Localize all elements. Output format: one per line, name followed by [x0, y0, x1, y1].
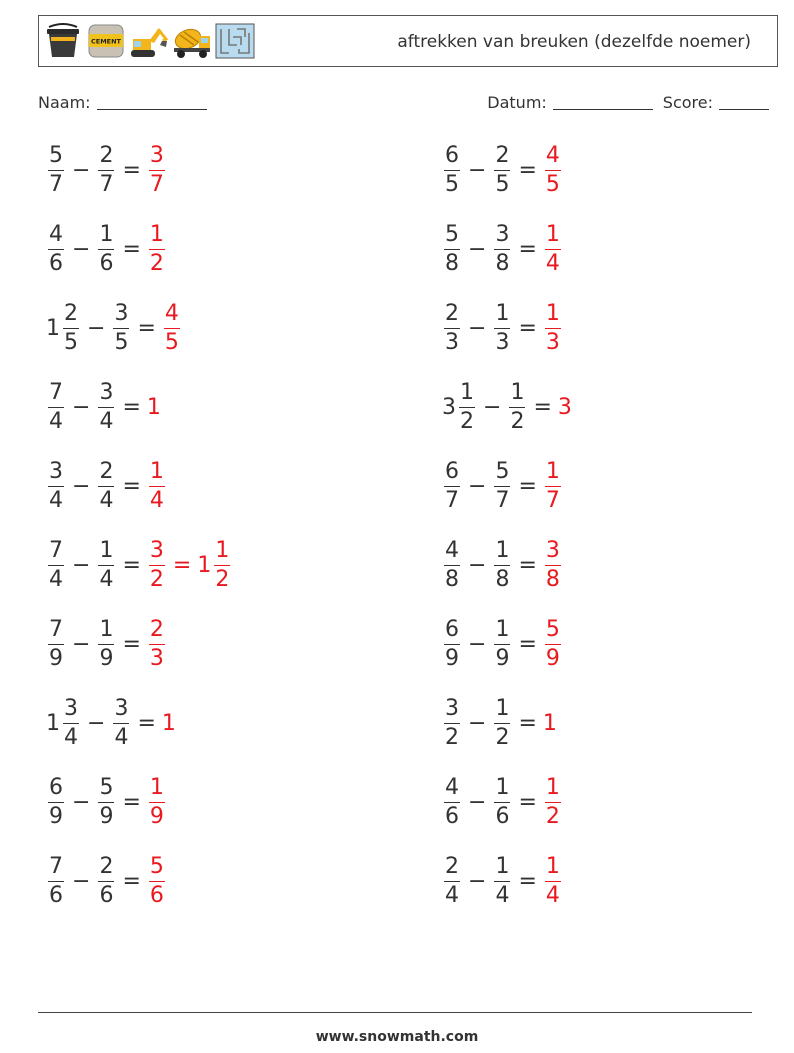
problem — [442, 536, 563, 596]
answer-denominator: 6 — [149, 883, 164, 909]
maze-icon — [215, 23, 255, 59]
equals-sign: = — [518, 711, 537, 737]
minuend-fraction — [48, 777, 64, 828]
excavator-icon — [129, 23, 169, 59]
equals-sign: = — [518, 869, 537, 895]
answer — [543, 221, 563, 276]
answer-numerator: 1 — [149, 777, 165, 803]
subtrahend-fraction — [98, 619, 114, 670]
problem — [46, 219, 167, 279]
minuend-fraction — [48, 458, 64, 513]
problem — [442, 140, 563, 200]
subtrahend-fraction — [494, 856, 510, 907]
answer — [543, 777, 563, 828]
subtrahend-denominator: 7 — [495, 487, 510, 513]
subtrahend-numerator: 5 — [494, 461, 510, 487]
answer-whole: 1 — [197, 553, 212, 578]
minus-sign: − — [72, 394, 91, 420]
subtrahend-denominator: 5 — [495, 171, 510, 197]
minus-sign: − — [483, 394, 502, 420]
answer-numerator: 5 — [149, 856, 165, 882]
equals-sign: = — [518, 157, 537, 183]
subtrahend-denominator: 4 — [495, 883, 510, 909]
equals-sign: = — [533, 394, 552, 420]
minuend-denominator: 2 — [460, 408, 474, 434]
minuend-denominator: 6 — [49, 250, 63, 276]
minuend-numerator: 3 — [63, 698, 79, 724]
minuend-denominator: 7 — [49, 171, 63, 197]
problem — [46, 615, 167, 675]
minuend-denominator: 9 — [49, 804, 63, 830]
subtrahend-numerator: 1 — [494, 303, 510, 329]
answer — [543, 856, 563, 907]
subtrahend-denominator: 2 — [510, 408, 525, 434]
minuend-numerator: 3 — [444, 698, 460, 724]
answer-whole: 3 — [557, 394, 572, 420]
problem — [442, 773, 563, 833]
answer — [147, 777, 167, 828]
subtrahend-denominator: 9 — [99, 646, 114, 672]
answer-denominator: 2 — [545, 804, 560, 830]
answer-fraction — [545, 300, 561, 355]
minuend-numerator: 6 — [444, 461, 460, 487]
equals-sign: = — [122, 553, 141, 578]
minuend-denominator: 9 — [445, 646, 459, 672]
minuend-denominator: 3 — [445, 329, 459, 355]
subtrahend-numerator: 1 — [494, 619, 510, 645]
answer-fraction — [149, 540, 165, 591]
name-field — [38, 93, 207, 112]
answer-fraction — [214, 540, 230, 591]
problem — [442, 377, 573, 437]
name-label: Naam: — [38, 93, 91, 112]
answer-denominator: 2 — [149, 567, 164, 592]
minus-sign: − — [468, 473, 487, 499]
answer-fraction — [149, 856, 165, 907]
minuend-numerator: 4 — [48, 224, 64, 250]
answer — [147, 458, 167, 513]
problem — [442, 456, 563, 516]
subtrahend-denominator: 7 — [99, 171, 114, 197]
subtrahend-numerator: 1 — [98, 224, 114, 250]
subtrahend-fraction — [494, 300, 510, 355]
name-line[interactable] — [97, 95, 207, 110]
equals-sign: = — [122, 869, 141, 895]
minus-sign: − — [72, 869, 91, 895]
subtrahend-numerator: 5 — [98, 777, 114, 803]
score-label: Score: — [662, 93, 713, 112]
answer-fraction — [545, 619, 561, 670]
minuend-numerator: 1 — [459, 382, 475, 408]
concrete-mixer-truck-icon — [172, 23, 212, 59]
minuend-fraction — [444, 300, 460, 355]
minus-sign: − — [468, 553, 487, 578]
answer-numerator: 4 — [164, 303, 180, 329]
subtrahend-fraction — [494, 698, 510, 749]
minuend-fraction — [48, 619, 64, 670]
answer — [543, 711, 558, 736]
subtrahend-denominator: 4 — [99, 487, 114, 513]
score-line[interactable] — [719, 95, 769, 110]
header-icons — [43, 23, 255, 59]
subtrahend-numerator: 1 — [494, 540, 510, 566]
minuend-numerator: 6 — [444, 619, 460, 645]
minuend-denominator: 4 — [49, 408, 63, 434]
answer-fraction — [149, 458, 165, 513]
minuend-fraction — [48, 856, 64, 907]
answer-numerator: 1 — [545, 303, 561, 329]
answer — [162, 711, 177, 736]
cement-bag-icon — [86, 23, 126, 59]
answer — [162, 300, 182, 355]
problem — [442, 615, 563, 675]
subtrahend-denominator: 4 — [99, 567, 114, 592]
subtrahend-fraction — [113, 300, 129, 355]
answer-fraction — [164, 300, 180, 355]
answer-numerator: 1 — [214, 540, 230, 566]
equals-sign: = — [172, 553, 192, 578]
answer-denominator: 2 — [149, 250, 164, 276]
subtrahend-denominator: 9 — [495, 646, 510, 672]
answer — [147, 540, 232, 591]
minuend-fraction — [444, 856, 460, 907]
equals-sign: = — [122, 790, 141, 816]
equals-sign: = — [518, 553, 537, 578]
answer — [558, 395, 573, 420]
answer-whole: 1 — [146, 394, 161, 420]
subtrahend-fraction — [98, 540, 114, 591]
subtrahend-numerator: 2 — [98, 461, 114, 487]
answer — [147, 221, 167, 276]
problem — [46, 140, 167, 200]
subtrahend-denominator: 4 — [99, 408, 114, 434]
answer — [147, 142, 167, 197]
equals-sign: = — [122, 157, 141, 183]
answer-fraction — [149, 777, 165, 828]
subtrahend-fraction — [98, 856, 114, 907]
minus-sign: − — [72, 473, 91, 499]
answer-denominator: 7 — [149, 171, 164, 197]
answer-numerator: 1 — [545, 224, 561, 250]
subtrahend-numerator: 1 — [494, 698, 510, 724]
answer-denominator: 5 — [545, 171, 560, 197]
page-title: aftrekken van breuken (dezelfde noemer) — [397, 32, 751, 52]
minus-sign: − — [468, 632, 487, 658]
minuend-fraction — [48, 540, 64, 591]
answer-numerator: 5 — [545, 619, 561, 645]
minuend-fraction — [459, 379, 475, 434]
date-score-fields — [487, 93, 769, 112]
subtrahend-denominator: 4 — [114, 725, 129, 751]
minuend-denominator: 4 — [445, 883, 459, 909]
answer-numerator: 1 — [149, 224, 165, 250]
minus-sign: − — [87, 711, 106, 737]
minus-sign: − — [468, 236, 487, 262]
minuend-fraction — [48, 221, 64, 276]
answer — [147, 619, 167, 670]
subtrahend-numerator: 2 — [494, 145, 510, 171]
minus-sign: − — [468, 790, 487, 816]
minuend-fraction — [444, 221, 460, 276]
problem — [46, 536, 232, 596]
minuend-denominator: 9 — [49, 646, 63, 672]
answer-numerator: 4 — [545, 145, 561, 171]
answer-whole: 1 — [161, 711, 176, 737]
minuend-numerator: 4 — [444, 540, 460, 566]
answer-whole: 1 — [542, 711, 557, 737]
equals-sign: = — [518, 236, 537, 262]
bucket-icon — [43, 23, 83, 59]
answer — [147, 856, 167, 907]
minuend-fraction — [63, 300, 79, 355]
subtrahend-denominator: 2 — [495, 725, 510, 751]
minuend-whole: 3 — [442, 394, 456, 420]
subtrahend-numerator: 1 — [494, 777, 510, 803]
equals-sign: = — [122, 473, 141, 499]
answer-fraction — [545, 221, 561, 276]
worksheet-header — [38, 15, 778, 67]
subtrahend-fraction — [494, 540, 510, 591]
problem — [442, 852, 563, 912]
answer-numerator: 3 — [149, 145, 165, 171]
subtrahend-denominator: 8 — [495, 567, 510, 592]
minuend-denominator: 8 — [445, 567, 459, 592]
equals-sign: = — [518, 473, 537, 499]
minuend-fraction — [63, 698, 79, 749]
answer — [147, 395, 162, 420]
answer-denominator: 3 — [545, 329, 560, 355]
minuend-denominator: 6 — [49, 883, 63, 909]
subtrahend-numerator: 2 — [98, 856, 114, 882]
problem — [46, 852, 167, 912]
minuend-numerator: 7 — [48, 619, 64, 645]
minus-sign: − — [72, 236, 91, 262]
minuend-denominator: 5 — [445, 171, 459, 197]
minuend-numerator: 2 — [444, 303, 460, 329]
minuend-numerator: 7 — [48, 540, 64, 566]
subtrahend-denominator: 5 — [114, 329, 129, 355]
subtrahend-fraction — [494, 221, 510, 276]
minuend-numerator: 5 — [444, 224, 460, 250]
answer-denominator: 2 — [215, 567, 230, 592]
minus-sign: − — [468, 711, 487, 737]
subtrahend-fraction — [98, 777, 114, 828]
answer — [543, 619, 563, 670]
answer-denominator: 4 — [545, 883, 560, 909]
problem — [46, 773, 167, 833]
subtrahend-numerator: 1 — [98, 540, 114, 566]
minuend-fraction — [444, 458, 460, 513]
answer-fraction — [545, 458, 561, 513]
minuend-whole: 1 — [46, 711, 60, 737]
minuend-fraction — [444, 619, 460, 670]
minuend-fraction — [48, 379, 64, 434]
minus-sign: − — [468, 315, 487, 341]
minus-sign: − — [87, 315, 106, 341]
answer-numerator: 1 — [545, 777, 561, 803]
equals-sign: = — [518, 632, 537, 658]
minuend-numerator: 6 — [444, 145, 460, 171]
subtrahend-fraction — [494, 619, 510, 670]
minuend-numerator: 5 — [48, 145, 64, 171]
minuend-denominator: 2 — [445, 725, 459, 751]
problem — [442, 298, 563, 358]
subtrahend-fraction — [113, 698, 129, 749]
date-label: Datum: — [487, 93, 547, 112]
answer-fraction — [149, 619, 165, 670]
minus-sign: − — [468, 869, 487, 895]
subtrahend-denominator: 9 — [99, 804, 114, 830]
problem — [442, 219, 563, 279]
subtrahend-denominator: 6 — [495, 804, 510, 830]
subtrahend-fraction — [494, 142, 510, 197]
minuend-denominator: 6 — [445, 804, 459, 830]
subtrahend-numerator: 3 — [494, 224, 510, 250]
answer-numerator: 1 — [545, 856, 561, 882]
answer — [543, 142, 563, 197]
minus-sign: − — [72, 790, 91, 816]
equals-sign: = — [518, 315, 537, 341]
minuend-denominator: 4 — [49, 567, 63, 592]
answer-numerator: 1 — [545, 461, 561, 487]
subtrahend-fraction — [98, 142, 114, 197]
answer-fraction — [149, 142, 165, 197]
subtrahend-denominator: 8 — [495, 250, 510, 276]
subtrahend-fraction — [494, 777, 510, 828]
minuend-denominator: 4 — [49, 487, 63, 513]
minuend-denominator: 8 — [445, 250, 459, 276]
answer-denominator: 4 — [149, 487, 164, 513]
equals-sign: = — [122, 632, 141, 658]
problem — [442, 694, 558, 754]
minuend-numerator: 3 — [48, 461, 64, 487]
minus-sign: − — [72, 632, 91, 658]
answer-numerator: 1 — [149, 461, 165, 487]
date-line[interactable] — [553, 95, 653, 110]
answer-denominator: 4 — [545, 250, 560, 276]
subtrahend-denominator: 6 — [99, 250, 114, 276]
answer — [543, 300, 563, 355]
minuend-numerator: 2 — [63, 303, 79, 329]
problem — [46, 377, 162, 437]
footer-divider — [38, 1012, 752, 1013]
problem — [46, 456, 167, 516]
minuend-numerator: 4 — [444, 777, 460, 803]
answer-fraction — [545, 142, 561, 197]
answer-denominator: 9 — [545, 646, 560, 672]
subtrahend-numerator: 2 — [98, 145, 114, 171]
answer-fraction — [545, 856, 561, 907]
answer — [543, 540, 563, 591]
subtrahend-fraction — [494, 458, 510, 513]
answer-denominator: 7 — [545, 487, 560, 513]
minus-sign: − — [468, 157, 487, 183]
subtrahend-denominator: 3 — [495, 329, 510, 355]
subtrahend-fraction — [98, 221, 114, 276]
subtrahend-denominator: 6 — [99, 883, 114, 909]
answer-numerator: 3 — [545, 540, 561, 566]
minuend-whole: 1 — [46, 315, 60, 341]
cement-bag-label: CEMENT — [91, 37, 121, 46]
minuend-denominator: 7 — [445, 487, 459, 513]
subtrahend-numerator: 1 — [494, 856, 510, 882]
problem — [46, 298, 182, 358]
answer-fraction — [545, 777, 561, 828]
subtrahend-fraction — [98, 379, 114, 434]
answer-denominator: 9 — [149, 804, 164, 830]
subtrahend-numerator: 1 — [509, 382, 525, 408]
minuend-numerator: 7 — [48, 382, 64, 408]
minuend-fraction — [444, 698, 460, 749]
subtrahend-numerator: 3 — [98, 382, 114, 408]
subtrahend-fraction — [98, 458, 114, 513]
minuend-denominator: 4 — [64, 725, 78, 751]
minuend-denominator: 5 — [64, 329, 78, 355]
minuend-fraction — [444, 540, 460, 591]
problem — [46, 694, 177, 754]
subtrahend-numerator: 3 — [113, 698, 129, 724]
footer-url: www.snowmath.com — [315, 1029, 479, 1045]
answer-denominator: 3 — [149, 646, 164, 672]
subtrahend-numerator: 1 — [98, 619, 114, 645]
equals-sign: = — [122, 236, 141, 262]
minuend-fraction — [48, 142, 64, 197]
answer-numerator: 2 — [149, 619, 165, 645]
minuend-numerator: 7 — [48, 856, 64, 882]
subtrahend-fraction — [509, 379, 525, 434]
equals-sign: = — [518, 790, 537, 816]
subtrahend-numerator: 3 — [113, 303, 129, 329]
answer-numerator: 3 — [149, 540, 165, 566]
equals-sign: = — [122, 394, 141, 420]
answer-fraction — [545, 540, 561, 591]
equals-sign: = — [137, 315, 156, 341]
minus-sign: − — [72, 553, 91, 578]
minuend-fraction — [444, 142, 460, 197]
answer — [543, 458, 563, 513]
minuend-numerator: 6 — [48, 777, 64, 803]
answer-denominator: 5 — [164, 329, 179, 355]
minuend-fraction — [444, 777, 460, 828]
minuend-numerator: 2 — [444, 856, 460, 882]
answer-fraction — [149, 221, 165, 276]
answer-denominator: 8 — [545, 567, 560, 592]
minus-sign: − — [72, 157, 91, 183]
equals-sign: = — [137, 711, 156, 737]
